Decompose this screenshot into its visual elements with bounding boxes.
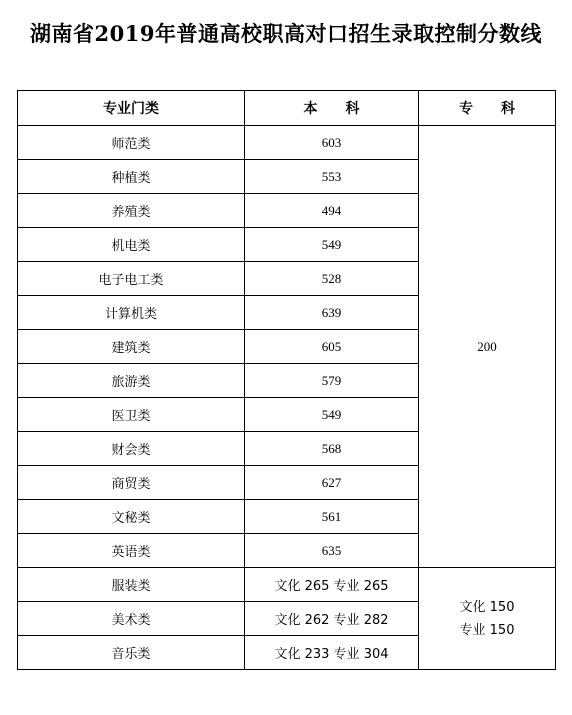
- undergrad-score-cell: 639: [245, 296, 419, 330]
- header-college: 专 科: [419, 91, 556, 126]
- category-cell: 电子电工类: [18, 262, 245, 296]
- category-cell: 美术类: [18, 602, 245, 636]
- undergrad-score-cell: 561: [245, 500, 419, 534]
- category-cell: 种植类: [18, 160, 245, 194]
- category-cell: 建筑类: [18, 330, 245, 364]
- category-cell: 音乐类: [18, 636, 245, 670]
- undergrad-score-cell: 553: [245, 160, 419, 194]
- college-art-major-score: 专业 150: [459, 622, 515, 638]
- category-cell: 英语类: [18, 534, 245, 568]
- undergrad-score-cell: 605: [245, 330, 419, 364]
- category-cell: 机电类: [18, 228, 245, 262]
- undergrad-score-cell: 549: [245, 398, 419, 432]
- undergrad-score-cell: 文化 233 专业 304: [245, 636, 419, 670]
- category-cell: 旅游类: [18, 364, 245, 398]
- category-cell: 计算机类: [18, 296, 245, 330]
- category-cell: 医卫类: [18, 398, 245, 432]
- category-cell: 服装类: [18, 568, 245, 602]
- page-title: 湖南省2019年普通高校职高对口招生录取控制分数线: [30, 21, 542, 46]
- table-row: [18, 126, 556, 160]
- header-undergrad: 本 科: [245, 91, 419, 126]
- table-row: [18, 568, 556, 602]
- category-cell: 财会类: [18, 432, 245, 466]
- undergrad-score-cell: 549: [245, 228, 419, 262]
- category-cell: 商贸类: [18, 466, 245, 500]
- undergrad-score-cell: 568: [245, 432, 419, 466]
- college-art-culture-score: 文化 150: [459, 599, 515, 615]
- undergrad-score-cell: 603: [245, 126, 419, 160]
- undergrad-score-cell: 579: [245, 364, 419, 398]
- category-cell: 养殖类: [18, 194, 245, 228]
- undergrad-score-cell: 528: [245, 262, 419, 296]
- score-table: [17, 90, 556, 670]
- undergrad-score-cell: 635: [245, 534, 419, 568]
- category-cell: 师范类: [18, 126, 245, 160]
- undergrad-score-cell: 文化 262 专业 282: [245, 602, 419, 636]
- college-art-score-cell: [419, 568, 556, 670]
- college-general-score-cell: 200: [419, 126, 556, 568]
- undergrad-score-cell: 文化 265 专业 265: [245, 568, 419, 602]
- header-category: 专业门类: [18, 91, 245, 126]
- undergrad-score-cell: 627: [245, 466, 419, 500]
- undergrad-score-cell: 494: [245, 194, 419, 228]
- table-header-row: [18, 91, 556, 126]
- category-cell: 文秘类: [18, 500, 245, 534]
